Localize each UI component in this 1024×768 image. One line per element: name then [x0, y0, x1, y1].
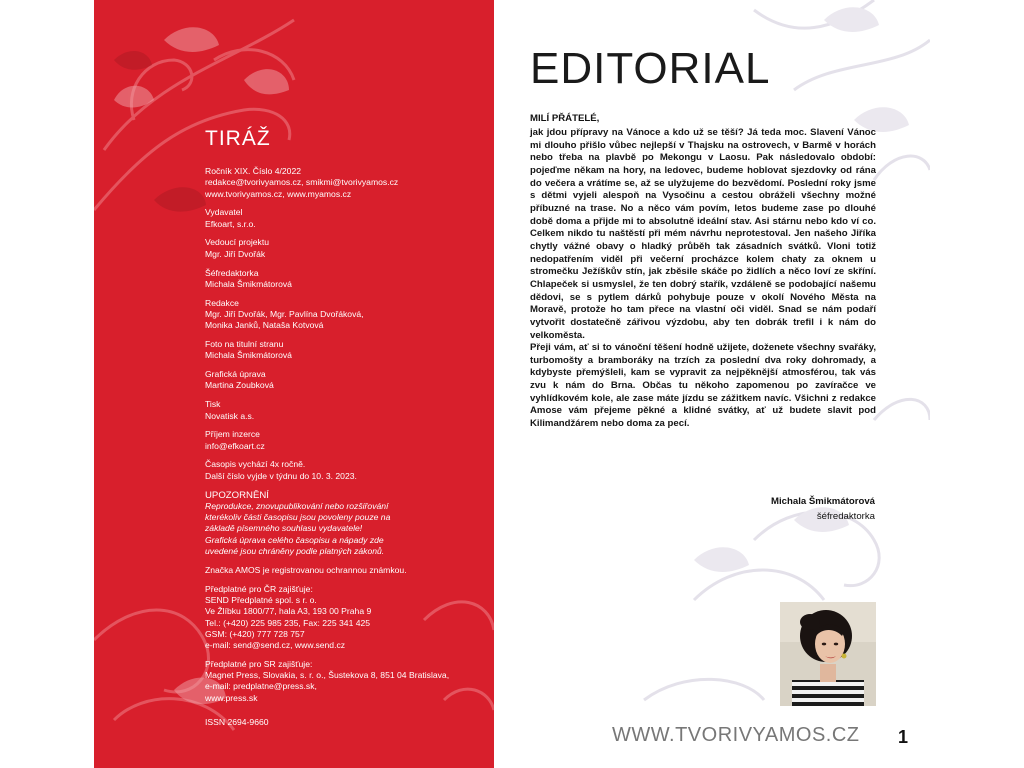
imprint-value: Efkoart, s.r.o. [205, 218, 256, 229]
imprint-label: Foto na titulní stranu [205, 339, 284, 350]
subscription-line: GSM: (+420) 777 728 757 [205, 628, 305, 639]
imprint-issue: Ročník XIX. Číslo 4/2022 [205, 166, 302, 176]
subscription-line: Tel.: (+420) 225 985 235, Fax: 225 341 425 [205, 617, 371, 628]
subscription-line: Ve Žlíbku 1800/77, hala A3, 193 00 Praha 9 [205, 606, 372, 617]
imprint-label: Redakce [205, 297, 239, 308]
imprint-value: Časopis vychází 4x ročně. [205, 459, 306, 470]
imprint-label: Tisk [205, 399, 221, 410]
imprint-emails[interactable]: redakce@tvorivyamos.cz, smikmi@tvorivyamos.cz [205, 177, 399, 188]
imprint-frequency-block [205, 459, 485, 482]
warning-line: kterékoliv části časopisu jsou povoleny pouze na [205, 512, 391, 523]
subscription-line: Předplatné pro SR zajišťuje: [205, 658, 313, 669]
subscription-website[interactable]: www.press.sk [205, 692, 258, 703]
imprint-label: Grafická úprava [205, 369, 266, 380]
imprint-label: Příjem inzerce [205, 429, 260, 440]
page-number: 1 [898, 727, 909, 747]
imprint-websites[interactable]: www.tvorivyamos.cz, www.myamos.cz [205, 188, 352, 199]
left-page-imprint [94, 0, 494, 768]
subscription-line: Předplatné pro ČR zajišťuje: [205, 583, 313, 594]
subscription-line: SEND Předplatné spol. s r. o. [205, 594, 317, 605]
imprint-project-lead-block [205, 237, 485, 260]
imprint-column [205, 166, 485, 736]
imprint-ads-block [205, 429, 485, 452]
imprint-value: Martina Zoubková [205, 380, 274, 391]
imprint-trademark-block [205, 565, 485, 576]
imprint-title: TIRÁŽ [205, 127, 271, 150]
editorial-paragraph: jak jdou přípravy na Vánoce a kdo už se těší? Já teda moc. Slavení Vánoc mi dlouho přišlo vůbec nejlepší v Thajsku na ostrovech, v Barmě v horách nebo třeba na plavbě po Mekongu v Laosu. Pak následovalo období: pojeďme někam na hory, na ledovec, budeme hoblovat sjezdovky od rána do večera a vrátíme se, až se ulyžujeme do bezvědomí. Poslední roky jsme s dětmi vyjeli alespoň na Vysočinu a cestou obráželi všechny možné příbuzné na trase. No a něco vám povím, letos budeme zase po dlouhé době doma a přijde mi to absolutně ideální stav. Asi stárnu nebo kdo ví co. Celkem nikdo tu naštěstí při mém návrhu neprotestoval. Jen našeho Jiříka chytly vážné obavy o hladký průběh tak zásadních svátků. Vloni totiž nedopatřením viděl při večerní procházce kolem chaty za oknem u stromečku Ježíškův stín, jak zběsile skáče po židlích a něco loví ze skříní. Chlapeček si usmyslel, že ten dobrý stařík, vzdáleně se podobající našemu dědovi, se s pytlem dárků pohybuje pouze v okolí Nového Města na Moravě, protože ho tam přece na vlastní oči viděl. Snad se nám podaří vytvořit dostatečně zářivou výzdobu, aby ten dobrák trefil i k nám do velkoměsta. [530, 127, 876, 341]
subscription-line: Magnet Press, Slovakia, s. r. o., Šustekova 8, 851 04 Bratislava, [205, 670, 450, 681]
right-page-editorial [494, 0, 930, 768]
imprint-label: Šéfredaktorka [205, 267, 259, 278]
imprint-label: Vydavatel [205, 207, 243, 218]
imprint-cover-photo-block [205, 339, 485, 362]
warning-line: základě písemného souhlasu vydavatele! [205, 523, 363, 534]
warning-line: uvedené jsou chráněny podle platných zákonů. [205, 546, 385, 557]
warning-title: UPOZORNĚNÍ [205, 489, 269, 501]
imprint-publisher-block [205, 207, 485, 230]
editorial-body [530, 127, 876, 431]
imprint-value: Novatisk a.s. [205, 410, 255, 421]
trademark-note: Značka AMOS je registrovanou ochrannou známkou. [205, 564, 407, 575]
subscription-sk-block [205, 659, 485, 704]
signature-name: Michala Šmikmátorová [771, 496, 875, 507]
subscription-contact[interactable]: e-mail: send@send.cz, www.send.cz [205, 640, 346, 651]
imprint-label: Vedoucí projektu [205, 237, 270, 248]
imprint-value: Mgr. Jiří Dvořák, Mgr. Pavlína Dvořáková, [205, 308, 364, 319]
editorial-greeting: MILÍ PŘÁTELÉ, [530, 113, 600, 124]
editorial-signature [771, 494, 875, 524]
imprint-value: Michala Šmikmátorová [205, 350, 292, 361]
imprint-warning-block [205, 490, 485, 558]
editorial-title: EDITORIAL [530, 44, 771, 93]
issn-block [205, 717, 485, 728]
issn: ISSN 2694-9660 [205, 717, 269, 728]
imprint-issue-block [205, 166, 485, 200]
subscription-cz-block [205, 584, 485, 652]
website-url[interactable]: WWW.TVORIVYAMOS.CZ [612, 724, 860, 746]
warning-line: Grafická úprava celého časopisu a nápady zde [205, 534, 384, 545]
imprint-value: Mgr. Jiří Dvořák [205, 248, 266, 259]
warning-line: Reprodukce, znovupublikování nebo rozšiřování [205, 500, 389, 511]
imprint-print-block [205, 399, 485, 422]
editor-portrait-photo [780, 602, 876, 706]
imprint-value: Monika Janků, Nataša Kotvová [205, 320, 324, 331]
imprint-graphic-design-block [205, 369, 485, 392]
imprint-ads-email[interactable]: info@efkoart.cz [205, 440, 265, 451]
signature-role: šéfredaktorka [816, 511, 875, 522]
editorial-paragraph: Přeji vám, ať si to vánoční těšení hodně užijete, doženete všechny svařáky, turbomošty a bramboráky na trzích za poslední dva roky dohromady, a kdybyste přemýšleli, kam se vypravit za nejpěknější atmosférou, tak vás zvu k nám do Brna. Občas tu někoho zapomenou po zavíračce ve vyhlídkovém kole, ale zase máte jízdu se zážitkem navíc. Všichni z redakce Amose vám přejeme pěkné a klidné svátky, ať už budete slavit pod Kilimandžárem nebo doma za pecí. [530, 342, 876, 430]
imprint-value: Michala Šmikmátorová [205, 278, 292, 289]
imprint-value: Další číslo vyjde v týdnu do 10. 3. 2023. [205, 470, 357, 481]
imprint-editor-in-chief-block [205, 268, 485, 291]
margin-blank [930, 0, 1024, 768]
subscription-contact[interactable]: e-mail: predplatne@press.sk, [205, 681, 317, 692]
imprint-editorial-staff-block [205, 298, 485, 332]
